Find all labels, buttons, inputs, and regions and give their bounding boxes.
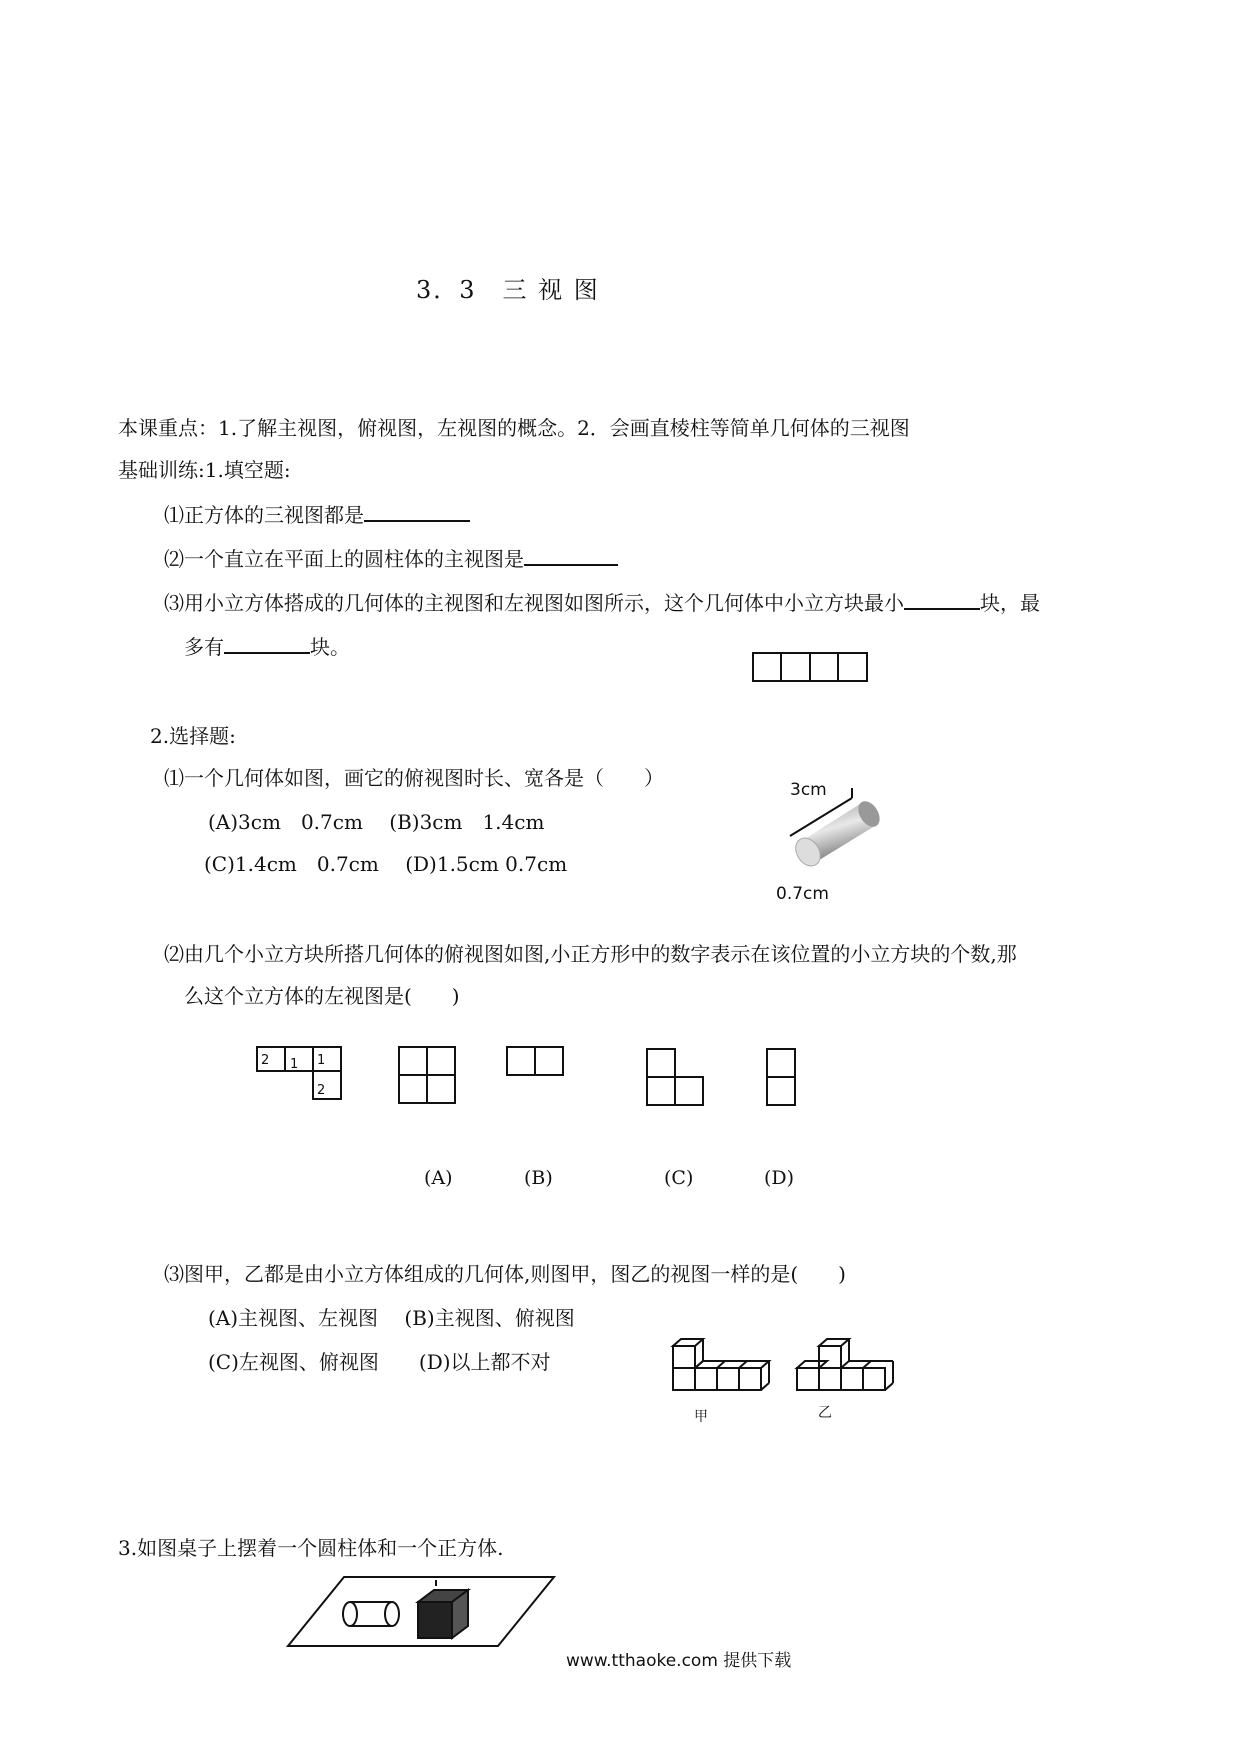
cylinder-length-label: 3cm	[790, 780, 827, 800]
fill-question-1	[164, 500, 470, 529]
grid-number-2: 1	[290, 1057, 299, 1072]
fill-question-2	[164, 544, 618, 573]
cylinder-width-label: 0.7cm	[776, 884, 829, 904]
grid-number-3: 1	[317, 1053, 326, 1068]
answer-blank-1[interactable]	[364, 500, 470, 522]
figure-yi-label: 乙	[818, 1405, 832, 1421]
choice-question-1: ⑴一个几何体如图，画它的俯视图时长、宽各是（ ）	[164, 766, 664, 790]
option-b-figure	[506, 1046, 566, 1078]
choice-question-3: ⑶图甲，乙都是由小立方体组成的几何体,则图甲，图乙的视图一样的是( )	[164, 1262, 846, 1286]
lesson-focus: 本课重点：1.了解主视图，俯视图，左视图的概念。2．会画直棱柱等简单几何体的三视图	[118, 416, 910, 440]
figure-jia-label: 甲	[694, 1409, 708, 1425]
section-3-question: 3.如图桌子上摆着一个圆柱体和一个正方体.	[118, 1536, 504, 1560]
choice-question-1-options-a-b: (A)3cm 0.7cm (B)3cm 1.4cm	[208, 810, 545, 834]
option-b-label: (B)	[524, 1167, 553, 1189]
page-title: 3．3 三 视 图	[416, 276, 600, 304]
fill-question-3-cont	[184, 632, 350, 661]
fill-question-3	[164, 588, 1040, 617]
option-a-label: (A)	[424, 1167, 453, 1189]
fill-question-2-text: ⑵一个直立在平面上的圆柱体的主视图是	[164, 547, 524, 571]
fill-question-3-text-c: 多有	[184, 635, 224, 659]
fill-question-3-text: ⑶用小立方体搭成的几何体的主视图和左视图如图所示，这个几何体中小立方块最小	[164, 591, 904, 615]
figure-jia	[672, 1336, 782, 1406]
option-d-figure	[766, 1048, 798, 1110]
grid-number-4: 2	[317, 1083, 326, 1098]
figure-yi	[796, 1336, 906, 1406]
grid-number-1: 2	[261, 1053, 270, 1068]
view-figure-row-of-squares	[752, 652, 870, 684]
watermark-text: www.tthaoke.com 提供下载	[566, 1651, 792, 1671]
choice-question-3-options-a-b: (A)主视图、左视图 (B)主视图、俯视图	[208, 1306, 575, 1330]
answer-blank-3b[interactable]	[224, 632, 310, 654]
option-c-label: (C)	[664, 1167, 694, 1189]
choice-question-3-options-c-d: (C)左视图、俯视图 (D)以上都不对	[208, 1350, 551, 1374]
answer-blank-2[interactable]	[524, 544, 618, 566]
option-a-figure	[398, 1046, 458, 1106]
choice-question-2-line1: ⑵由几个小立方块所搭几何体的俯视图如图,小正方形中的数字表示在该位置的小立方块的个数,那	[164, 942, 1017, 966]
top-view-grid	[256, 1046, 346, 1106]
fill-question-3-text-d: 块。	[310, 635, 350, 659]
choice-heading: 2.选择题:	[150, 724, 236, 748]
answer-blank-3a[interactable]	[904, 588, 980, 610]
choice-question-1-options-c-d: (C)1.4cm 0.7cm (D)1.5cm 0.7cm	[204, 852, 568, 876]
option-c-figure	[646, 1048, 708, 1110]
option-d-label: (D)	[764, 1167, 795, 1189]
table-figure	[284, 1576, 564, 1656]
choice-question-2-line2: 么这个立方体的左视图是( )	[184, 984, 460, 1008]
fill-question-1-text: ⑴正方体的三视图都是	[164, 503, 364, 527]
fill-question-3-text-b: 块，最	[980, 591, 1040, 615]
basic-training-heading: 基础训练:1.填空题:	[118, 458, 291, 482]
